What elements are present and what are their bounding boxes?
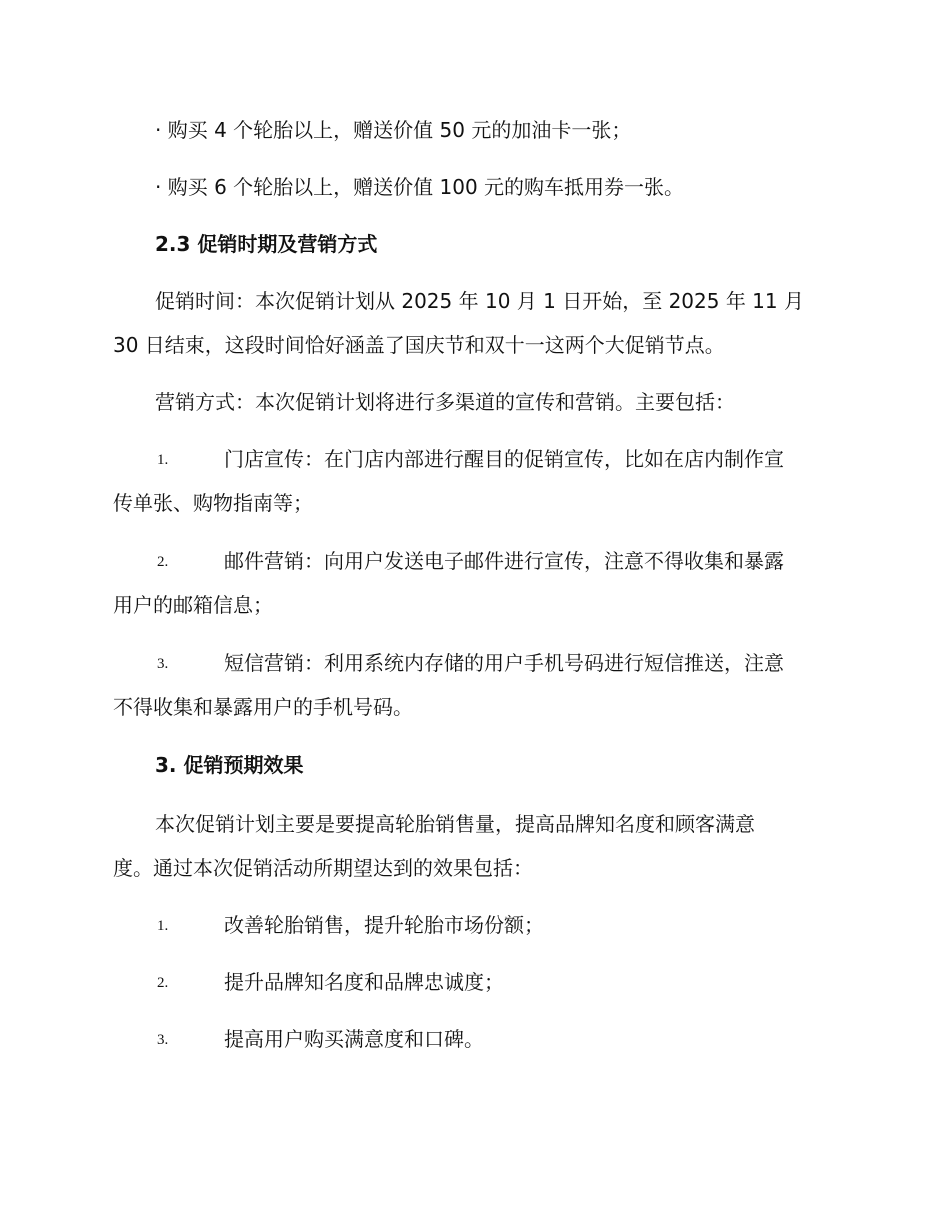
list-number: 3. <box>157 1032 169 1048</box>
list-item-line: 门店宣传：在门店内部进行醒目的促销宣传，比如在店内制作宣 <box>224 447 784 471</box>
list-item-line: 传单张、购物指南等； <box>113 491 313 515</box>
section-heading: 3. 促销预期效果 <box>155 753 304 777</box>
list-number: 1. <box>157 452 169 468</box>
list-item-line: 短信营销：利用系统内存储的用户手机号码进行短信推送，注意 <box>224 651 784 675</box>
list-number: 3. <box>157 656 169 672</box>
paragraph-line: 度。通过本次促销活动所期望达到的效果包括： <box>113 856 533 880</box>
list-number: 2. <box>157 554 169 570</box>
list-number: 2. <box>157 975 169 991</box>
list-item-line: 邮件营销：向用户发送电子邮件进行宣传，注意不得收集和暴露 <box>224 549 784 573</box>
paragraph-line: 营销方式：本次促销计划将进行多渠道的宣传和营销。主要包括： <box>155 390 735 414</box>
paragraph-line: 30 日结束，这段时间恰好涵盖了国庆节和双十一这两个大促销节点。 <box>113 333 725 357</box>
paragraph-line: 本次促销计划主要是要提高轮胎销售量，提高品牌知名度和顾客满意 <box>155 812 755 836</box>
list-item-line: 不得收集和暴露用户的手机号码。 <box>113 695 413 719</box>
bullet-item: · 购买 4 个轮胎以上，赠送价值 50 元的加油卡一张； <box>155 118 632 142</box>
paragraph-line: 促销时间：本次促销计划从 2025 年 10 月 1 日开始，至 2025 年 11 月 <box>155 289 804 313</box>
list-item-line: 提高用户购买满意度和口碑。 <box>224 1027 484 1051</box>
section-heading: 2.3 促销时期及营销方式 <box>155 232 378 256</box>
list-item-line: 用户的邮箱信息； <box>113 593 273 617</box>
list-number: 1. <box>157 918 169 934</box>
list-item-line: 提升品牌知名度和品牌忠诚度； <box>224 970 504 994</box>
bullet-item: · 购买 6 个轮胎以上，赠送价值 100 元的购车抵用券一张。 <box>155 175 685 199</box>
list-item-line: 改善轮胎销售，提升轮胎市场份额； <box>224 913 544 937</box>
